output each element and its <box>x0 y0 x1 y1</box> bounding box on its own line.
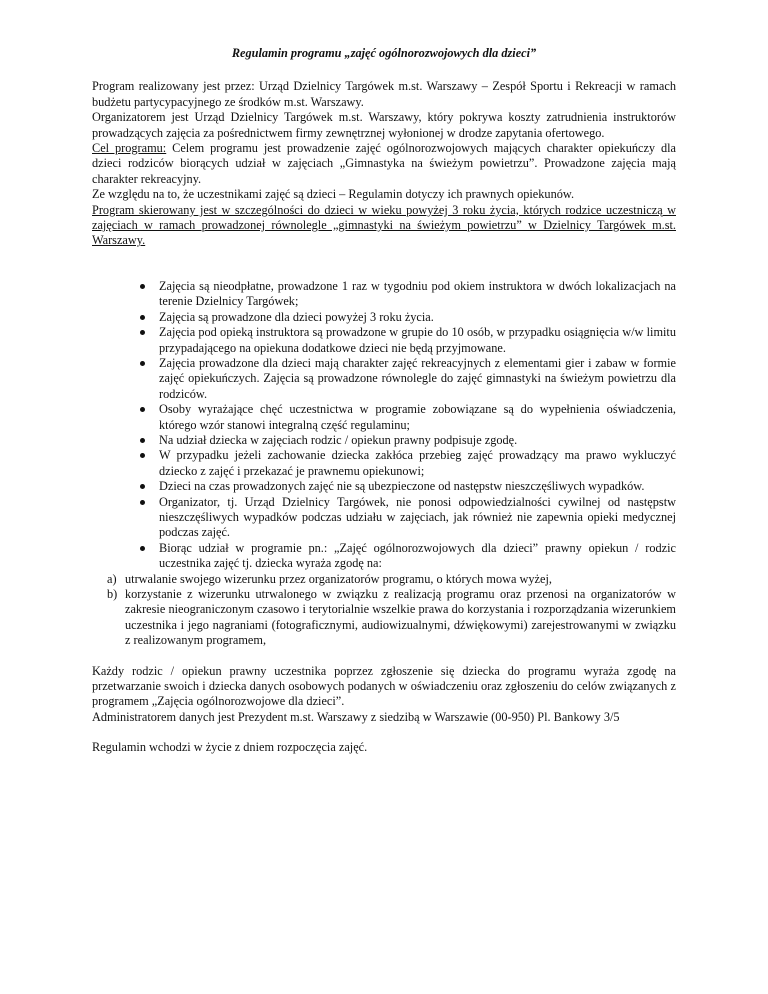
bullet-icon <box>140 500 145 505</box>
rules-list <box>92 279 676 572</box>
list-item <box>92 433 676 448</box>
intro-paragraph-3 <box>92 141 676 187</box>
list-item <box>92 541 676 572</box>
list-item <box>92 325 676 356</box>
list-item-text: Zajęcia pod opieką instruktora są prowadzone w grupie do 10 osób, w przypadku osiągnięcia w/w limitu przypadającego na opiekuna dodatkowe dzieci nie będą przyjmowane. <box>159 325 676 355</box>
list-item <box>92 279 676 310</box>
effective-date-paragraph: Regulamin wchodzi w życie z dniem rozpoczęcia zajęć. <box>92 740 368 755</box>
sub-list-label: a) <box>107 571 117 586</box>
bullet-icon <box>140 438 145 443</box>
intro-paragraph-2: Organizatorem jest Urząd Dzielnicy Targówek m.st. Warszawy, który pokrywa koszty zatrudnienia instruktorów prowadzących zajęcia za pośrednictwem firmy zewnętrznej wyłonionej w drodze zapytania ofertowego. <box>92 110 676 140</box>
bullet-icon <box>140 407 145 412</box>
document-title: Regulamin programu „zajęć ogólnorozwojowych dla dzieci” <box>231 46 537 60</box>
bullet-icon <box>140 330 145 335</box>
list-item-text: W przypadku jeżeli zachowanie dziecka zakłóca przebieg zajęć prowadzący ma prawo wykluczyć dziecko z zajęć i przekazać je prawnemu opiekunowi; <box>159 448 676 478</box>
bullet-icon <box>140 546 145 551</box>
sub-list-text: korzystanie z wizerunku utrwalonego w związku z realizacją programu oraz przenosi na organizatorów w zakresie nieograniczonym czasowo i terytorialnie wszelkie prawa do korzystania i rozporządzania wizerunkiem uczestnika i jego nagraniami (fotograficznymi, audiowizualnymi, dźwiękowymi) zarejestrowanymi w związku z realizowanym programem, <box>125 587 676 648</box>
spacer <box>92 725 676 740</box>
list-item-text: Osoby wyrażające chęć uczestnictwa w programie zobowiązane są do wypełnienia oświadczenia, którego wzór stanowi integralną część regulaminu; <box>159 402 676 432</box>
bullet-icon <box>140 484 145 489</box>
list-item <box>92 495 676 541</box>
list-item <box>92 448 676 479</box>
program-goal-label: Cel programu: <box>92 141 167 156</box>
spacer <box>92 264 676 279</box>
list-item-text: Zajęcia są prowadzone dla dzieci powyżej 3 roku życia. <box>159 309 434 324</box>
intro-paragraph-1: Program realizowany jest przez: Urząd Dzielnicy Targówek m.st. Warszawy – Zespół Sportu i Rekreacji w ramach budżetu partycypacyjnego ze środków m.st. Warszawy. <box>92 79 676 109</box>
list-item <box>92 479 676 494</box>
sub-list-label: b) <box>107 587 118 601</box>
list-item-text: Organizator, tj. Urząd Dzielnicy Targówek, nie ponosi odpowiedzialności cywilnej od następstw nieszczęśliwych wypadków podczas udziału w zajęciach, jak również nie zapewnia opieki medycznej podczas zajęć. <box>159 494 676 540</box>
list-item <box>92 310 676 325</box>
list-item-text: Zajęcia są nieodpłatne, prowadzone 1 raz w tygodniu pod okiem instruktora w dwóch lokalizacjach na terenie Dzielnicy Targówek; <box>159 278 676 309</box>
spacer <box>92 649 676 664</box>
sub-list-item <box>92 572 676 587</box>
list-item-text: Zajęcia prowadzone dla dzieci mają charakter zajęć rekreacyjnych z elementami gier i zabaw w formie zajęć opiekuńczych. Zajęcia są prowadzone równolegle do zajęć gimnastyki na świeżym powietrzu dla rodziców. <box>159 355 676 401</box>
sub-list-item <box>92 587 676 649</box>
consent-sublist <box>92 572 676 649</box>
list-item <box>92 402 676 433</box>
program-goal-text: Celem programu jest prowadzenie zajęć ogólnorozwojowych mających charakter opiekuńczy dla dzieci rodziców biorących udział w zajęciach „Gimnastyka na świeżym powietrzu”. Prowadzone zajęcia mają charakter rekreacyjny. <box>92 141 676 186</box>
intro-paragraph-4: Ze względu na to, że uczestnikami zajęć są dzieci – Regulamin dotyczy ich prawnych opiekunów. <box>92 187 575 202</box>
list-item-text: Biorąc udział w programie pn.: „Zajęć ogólnorozwojowych dla dzieci” prawny opiekun / rodzic uczestnika zajęć tj. dziecka wyraża zgodę na: <box>159 540 676 571</box>
data-administrator-paragraph: Administratorem danych jest Prezydent m.st. Warszawy z siedzibą w Warszawie (00-950) Pl. Bankowy 3/5 <box>92 709 620 724</box>
intro-paragraph-5: Program skierowany jest w szczególności do dzieci w wieku powyżej 3 roku życia, których rodzice uczestniczą w zajęciach w ramach prowadzonej równolegle „gimnastyki na świeżym powietrzu” w Dzielnicy Targówek m.st. Warszawy. <box>92 202 676 248</box>
bullet-icon <box>140 284 145 289</box>
bullet-icon <box>140 361 145 366</box>
bullet-icon <box>140 315 145 320</box>
list-item-text: Dzieci na czas prowadzonych zajęć nie są ubezpieczone od następstw nieszczęśliwych wypadków. <box>159 479 645 494</box>
consent-paragraph: Każdy rodzic / opiekun prawny uczestnika poprzez zgłoszenie się dziecka do programu wyraża zgodę na przetwarzanie swoich i dziecka danych osobowych podanych w oświadczeniu oraz zgłoszeniu do celów związanych z programem „Zajęcia ogólnorozwojowe dla dzieci”. <box>92 663 676 709</box>
sub-list-text: utrwalanie swojego wizerunku przez organizatorów programu, o których mowa wyżej, <box>125 571 552 586</box>
list-item-text: Na udział dziecka w zajęciach rodzic / opiekun prawny podpisuje zgodę. <box>159 432 518 447</box>
list-item <box>92 356 676 402</box>
bullet-icon <box>140 453 145 458</box>
spacer <box>92 249 676 264</box>
